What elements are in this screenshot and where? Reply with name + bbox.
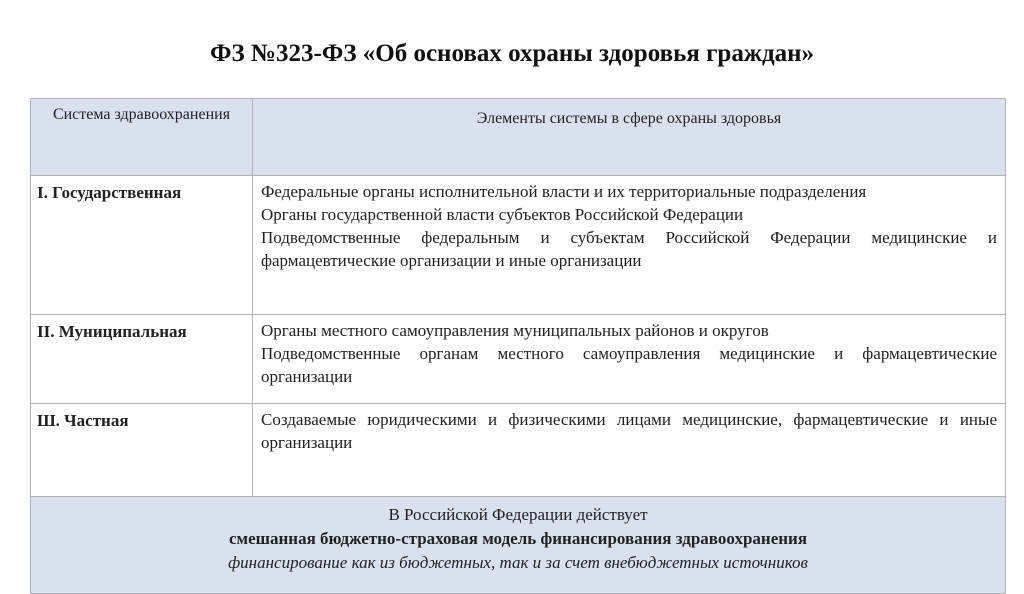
list-item: Федеральные органы исполнительной власти и их территориальные подразделения (261, 182, 867, 201)
list-item: Подведомственные органам местного самоуправления медицинские и фармацевтические организации (261, 344, 997, 386)
table-header-row (31, 99, 1006, 176)
list-item: Создаваемые юридическими и физическими лицами медицинские, фармацевтические и иные организации (261, 410, 997, 452)
table-row (31, 315, 1006, 404)
header-elements: Элементы системы в сфере охраны здоровья (253, 99, 1006, 176)
table-footer-row (31, 497, 1006, 594)
table-row (31, 176, 1006, 315)
row-system-municipal: II. Муниципальная (31, 315, 253, 404)
list-item: Органы государственной власти субъектов Российской Федерации (261, 205, 744, 224)
row-elements-private (253, 404, 1006, 497)
list-item: Подведомственные федеральным и субъектам Российской Федерации медицинские и фармацевтические организации и иные организации (261, 228, 997, 270)
row-system-private: Ш. Частная (31, 404, 253, 497)
slide-title: ФЗ №323-ФЗ «Об основах охраны здоровья граждан» (209, 40, 815, 67)
table-row (31, 404, 1006, 497)
footer-line-2: смешанная бюджетно-страховая модель финансирования здравоохранения (228, 529, 808, 548)
row-elements-municipal (253, 315, 1006, 404)
footer-line-1: В Российской Федерации действует (388, 505, 648, 524)
list-item: Органы местного самоуправления муниципальных районов и округов (261, 321, 769, 340)
health-system-table (30, 98, 1006, 594)
footer-line-3: финансирование как из бюджетных, так и за счет внебюджетных источников (228, 553, 808, 572)
footer-cell (31, 497, 1006, 594)
row-elements-state (253, 176, 1006, 315)
header-system: Система здравоохранения (31, 99, 253, 176)
row-system-state: I. Государственная (31, 176, 253, 315)
